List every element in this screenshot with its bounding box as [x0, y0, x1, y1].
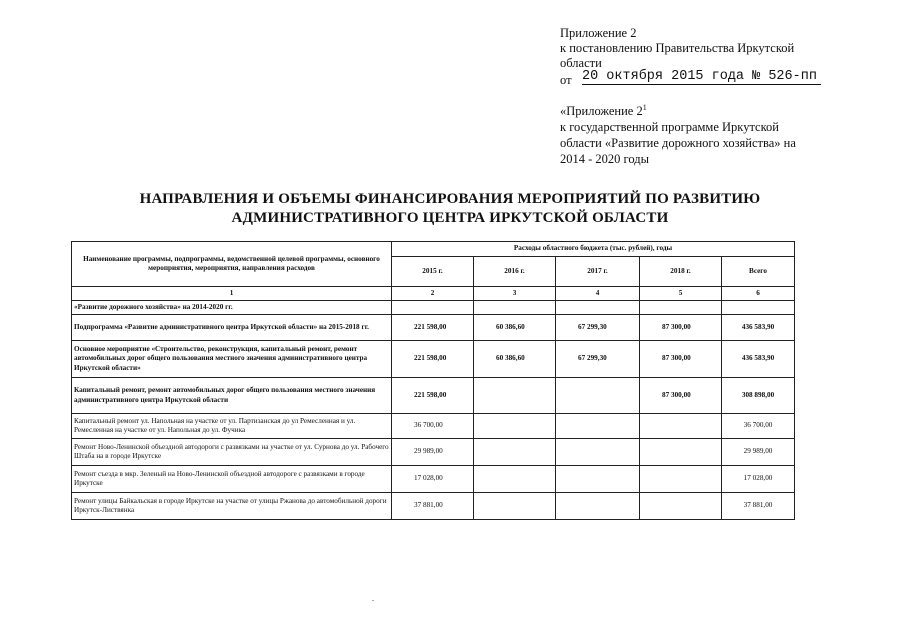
- table-row: [72, 315, 795, 341]
- row-name: Ремонт съезда в мкр. Зеленый на Ново-Ленинской объездной автодороге с развязками в городе Иркутске: [72, 466, 392, 493]
- resolution-header: [560, 26, 860, 87]
- value-cell: 60 386,60: [474, 315, 556, 341]
- year-header: 2018 г.: [640, 257, 722, 287]
- value-cell: 37 881,00: [392, 493, 474, 520]
- value-cell: [556, 378, 640, 414]
- value-cell: 29 989,00: [392, 439, 474, 466]
- value-cell: [474, 414, 556, 439]
- table-row: [72, 301, 795, 315]
- year-header: 2015 г.: [392, 257, 474, 287]
- value-cell: 221 598,00: [392, 378, 474, 414]
- header-line-3: области: [560, 56, 602, 70]
- annex-line-2: к государственной программе Иркутской: [560, 120, 779, 135]
- value-cell: 67 299,30: [556, 341, 640, 378]
- header-line-1: Приложение 2: [560, 26, 637, 40]
- table-row: [72, 493, 795, 520]
- row-name: «Развитие дорожного хозяйства» на 2014-2020 гг.: [72, 301, 392, 315]
- budget-header: Расходы областного бюджета (тыс. рублей), годы: [392, 242, 795, 257]
- value-cell: [722, 301, 795, 315]
- value-cell: [474, 493, 556, 520]
- value-cell: 29 989,00: [722, 439, 795, 466]
- value-cell: 67 299,30: [556, 315, 640, 341]
- value-cell: [474, 301, 556, 315]
- column-number: 5: [640, 287, 722, 301]
- value-cell: 17 028,00: [392, 466, 474, 493]
- value-cell: [474, 378, 556, 414]
- year-header: 2016 г.: [474, 257, 556, 287]
- value-cell: 221 598,00: [392, 315, 474, 341]
- date-line: [560, 71, 860, 87]
- annex-line-3: области «Развитие дорожного хозяйства» на: [560, 136, 796, 151]
- table-row: [72, 466, 795, 493]
- row-name: Капитальный ремонт ул. Напольная на участке от ул. Партизанская до ул Ремесленная и ул. Ремесленная на участке от ул. Напольная до ул. Фучика: [72, 414, 392, 439]
- column-number: 3: [474, 287, 556, 301]
- row-name: Подпрограмма «Развитие административного центра Иркутской области» на 2015-2018 гг.: [72, 315, 392, 341]
- value-cell: [556, 493, 640, 520]
- annex-sup: 1: [642, 103, 647, 112]
- value-cell: [640, 466, 722, 493]
- table-row: [72, 414, 795, 439]
- row-name: Ремонт улицы Байкальская в городе Иркутске на участке от улицы Ржанова до автомобильной дороги Иркутск-Листвянка: [72, 493, 392, 520]
- date-prefix: от: [560, 73, 572, 87]
- value-cell: [640, 301, 722, 315]
- total-header: Всего: [722, 257, 795, 287]
- value-cell: [556, 466, 640, 493]
- value-cell: [392, 301, 474, 315]
- value-cell: 436 583,90: [722, 315, 795, 341]
- financing-table: [71, 241, 795, 520]
- value-cell: 87 300,00: [640, 378, 722, 414]
- value-cell: 87 300,00: [640, 315, 722, 341]
- value-cell: 87 300,00: [640, 341, 722, 378]
- scan-speck: [372, 600, 374, 601]
- value-cell: 436 583,90: [722, 341, 795, 378]
- value-cell: [556, 439, 640, 466]
- table-row: [72, 439, 795, 466]
- column-number: 2: [392, 287, 474, 301]
- value-cell: 60 386,60: [474, 341, 556, 378]
- row-name: Основное мероприятие «Строительство, реконструкция, капитальный ремонт, ремонт автомобильных дорог общего пользования местного значения административного центра Иркутской области»: [72, 341, 392, 378]
- value-cell: 36 700,00: [722, 414, 795, 439]
- column-number: 4: [556, 287, 640, 301]
- value-cell: [556, 414, 640, 439]
- value-cell: 221 598,00: [392, 341, 474, 378]
- value-cell: [640, 414, 722, 439]
- name-column-header: Наименование программы, подпрограммы, ведомственной целевой программы, основного мероприятия, мероприятия, направления расходов: [72, 242, 392, 287]
- value-cell: [556, 301, 640, 315]
- document-title: [100, 190, 800, 228]
- value-cell: 36 700,00: [392, 414, 474, 439]
- table-row: [72, 341, 795, 378]
- annex-title: «Приложение 2: [560, 104, 643, 119]
- value-cell: [474, 466, 556, 493]
- value-cell: [640, 493, 722, 520]
- value-cell: 308 898,00: [722, 378, 795, 414]
- header-line-2: к постановлению Правительства Иркутской: [560, 41, 795, 55]
- column-number: 6: [722, 287, 795, 301]
- value-cell: 37 881,00: [722, 493, 795, 520]
- column-number: 1: [72, 287, 392, 301]
- row-name: Капитальный ремонт, ремонт автомобильных дорог общего пользования местного значения административного центра Иркутской области: [72, 378, 392, 414]
- annex-header: [560, 100, 860, 167]
- value-cell: 17 028,00: [722, 466, 795, 493]
- row-name: Ремонт Ново-Ленинской объездной автодороги с развязками на участке от ул. Сурнова до ул. Рабочего Штаба на в городе Иркутске: [72, 439, 392, 466]
- table-row: [72, 378, 795, 414]
- year-header: 2017 г.: [556, 257, 640, 287]
- title-line-2: АДМИНИСТРАТИВНОГО ЦЕНТРА ИРКУТСКОЙ ОБЛАСТИ: [231, 210, 669, 226]
- annex-line-1: [560, 100, 860, 119]
- value-cell: [474, 439, 556, 466]
- title-line-1: НАПРАВЛЕНИЯ И ОБЪЕМЫ ФИНАНСИРОВАНИЯ МЕРОПРИЯТИЙ ПО РАЗВИТИЮ: [139, 191, 761, 207]
- value-cell: [640, 439, 722, 466]
- annex-line-4: 2014 - 2020 годы: [560, 152, 650, 167]
- resolution-date: 20 октября 2015 года № 526-пп: [582, 69, 821, 85]
